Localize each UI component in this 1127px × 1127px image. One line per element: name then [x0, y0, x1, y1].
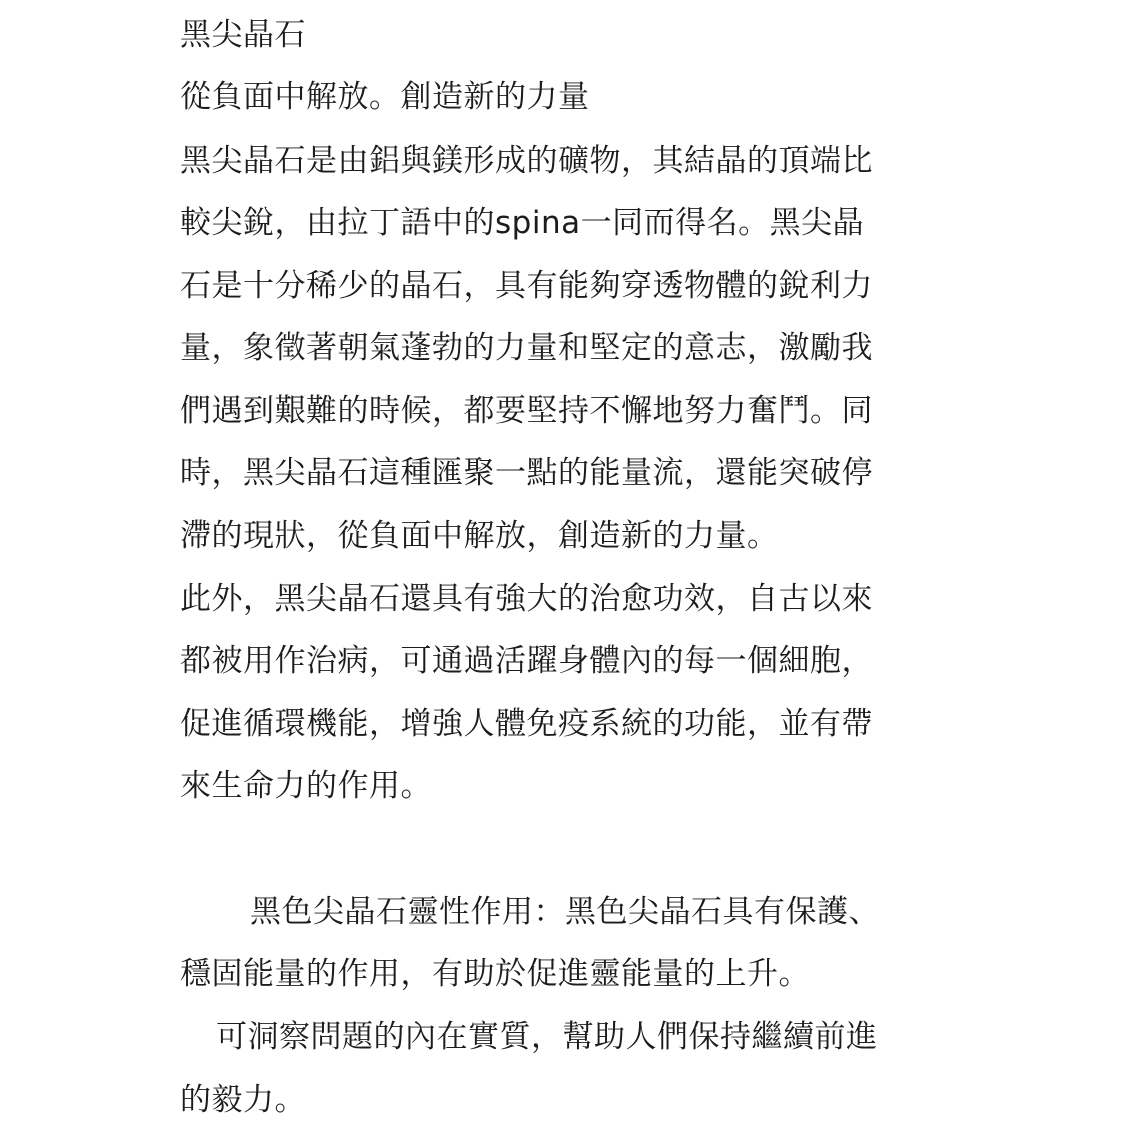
paragraph1-line: 量，象徵著朝氣蓬勃的力量和堅定的意志，激勵我 — [180, 330, 873, 366]
page-title: 黑尖晶石 — [180, 17, 306, 53]
paragraph1-line: 較尖銳，由拉丁語中的spina一同而得名。黑尖晶 — [180, 205, 865, 241]
paragraph4-line: 可洞察問題的內在實質，幫助人們保持繼續前進 — [216, 1019, 878, 1055]
paragraph2-line: 此外，黑尖晶石還具有強大的治愈功效，自古以來 — [180, 581, 873, 617]
paragraph3-line: 穩固能量的作用，有助於促進靈能量的上升。 — [180, 956, 810, 992]
subtitle: 從負面中解放。創造新的力量 — [180, 79, 590, 115]
paragraph1-line: 滯的現狀，從負面中解放，創造新的力量。 — [180, 518, 779, 554]
paragraph2-line: 都被用作治病，可通過活躍身體內的每一個細胞， — [180, 643, 873, 679]
paragraph1-line: 們遇到艱難的時候，都要堅持不懈地努力奮鬥。同 — [180, 393, 873, 429]
paragraph2-line: 來生命力的作用。 — [180, 768, 432, 804]
paragraph1-line: 黑尖晶石是由鋁與鎂形成的礦物，其結晶的頂端比 — [180, 143, 873, 179]
paragraph3-line: 黑色尖晶石靈性作用：黑色尖晶石具有保護、 — [250, 894, 880, 930]
paragraph2-line: 促進循環機能，增強人體免疫系統的功能，並有帶 — [180, 706, 873, 742]
paragraph4-line: 的毅力。 — [180, 1082, 306, 1118]
paragraph1-line: 石是十分稀少的晶石，具有能夠穿透物體的銳利力 — [180, 268, 873, 304]
paragraph1-line: 時，黑尖晶石這種匯聚一點的能量流，還能突破停 — [180, 455, 873, 491]
